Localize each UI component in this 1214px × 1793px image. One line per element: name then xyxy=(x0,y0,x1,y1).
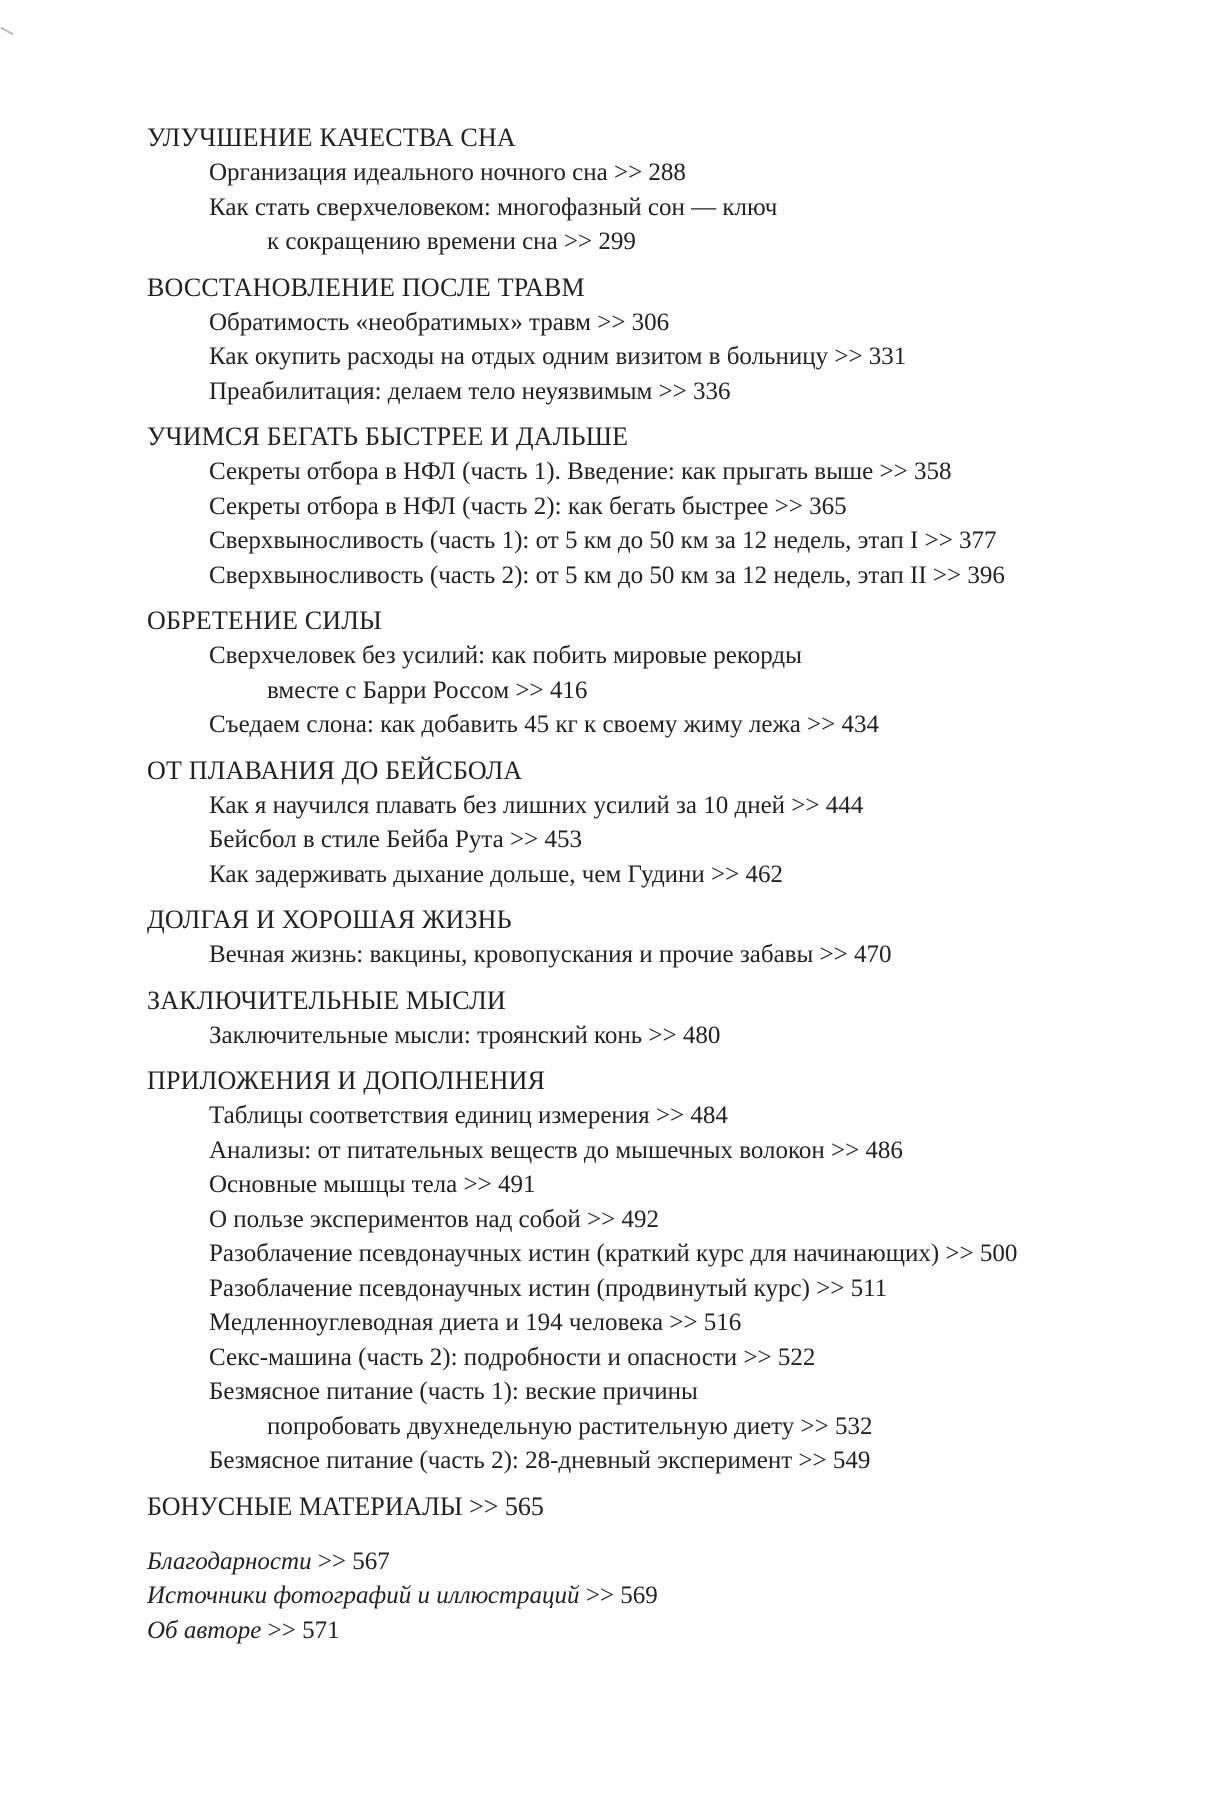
toc-section xyxy=(147,753,1187,893)
toc-entry xyxy=(209,1444,1187,1479)
toc-section xyxy=(147,1063,1187,1479)
toc-section xyxy=(147,983,1187,1054)
extra-page: >> 569 xyxy=(579,1582,658,1609)
toc-section xyxy=(147,603,1187,743)
entry-line: Разоблачение псевдонаучных истин (продвинутый курс) >> 511 xyxy=(209,1274,888,1302)
toc-entry xyxy=(209,306,1187,341)
toc-entry xyxy=(209,1134,1187,1169)
entry-line: Сверхвыносливость (часть 1): от 5 км до 50 км за 12 недель, этап I >> 377 xyxy=(209,527,997,554)
toc-entry xyxy=(209,1019,1187,1054)
entry-line: Безмясное питание (часть 1): веские причины xyxy=(209,1378,698,1405)
extra-title: Источники фотографий и иллюстраций xyxy=(147,1582,580,1609)
entry-line: Преабилитация: делаем тело неуязвимым >> 336 xyxy=(209,377,731,405)
toc-entry xyxy=(209,1099,1187,1134)
extra-page: >> 571 xyxy=(261,1616,340,1644)
entry-line: Секреты отбора в НФЛ (часть 2): как бегать быстрее >> 365 xyxy=(209,492,847,520)
toc-sections xyxy=(147,120,1187,1479)
extra-entry xyxy=(147,1545,1187,1580)
toc-entry xyxy=(209,789,1187,824)
scan-mark xyxy=(0,27,13,35)
section-heading: ПРИЛОЖЕНИЯ И ДОПОЛНЕНИЯ xyxy=(147,1066,546,1095)
bonus-entry: БОНУСНЫЕ МАТЕРИАЛЫ >> 565 xyxy=(147,1491,544,1521)
toc-entry xyxy=(209,490,1187,525)
extra-title: Благодарности xyxy=(147,1547,312,1575)
toc-entry xyxy=(209,375,1187,410)
entry-line: Таблицы соответствия единиц измерения >> 484 xyxy=(209,1102,728,1129)
entry-line: Съедаем слона: как добавить 45 кг к своему жиму лежа >> 434 xyxy=(209,711,880,738)
section-heading: ВОССТАНОВЛЕНИЕ ПОСЛЕ ТРАВМ xyxy=(147,272,585,302)
toc-entry xyxy=(209,1272,1187,1307)
entry-line: Как стать сверхчеловеком: многофазный сон — ключ xyxy=(209,193,778,221)
entry-line: О пользе экспериментов над собой >> 492 xyxy=(209,1205,659,1233)
toc-section xyxy=(147,120,1187,260)
section-heading: ДОЛГАЯ И ХОРОШАЯ ЖИЗНЬ xyxy=(147,905,512,934)
toc-entry xyxy=(209,455,1187,490)
extra-entry xyxy=(147,1579,1187,1614)
toc-entry xyxy=(209,156,1187,191)
entry-line: Организация идеального ночного сна >> 288 xyxy=(209,159,686,186)
toc-entry xyxy=(209,858,1187,893)
toc-section xyxy=(147,419,1187,593)
toc-entry xyxy=(209,708,1187,743)
toc-section xyxy=(147,902,1187,973)
entry-line: Сверхчеловек без усилий: как побить мировые рекорды xyxy=(209,642,802,669)
entry-line: Медленноуглеводная диета и 194 человека >> 516 xyxy=(209,1309,742,1336)
entry-continuation: к сокращению времени сна >> 299 xyxy=(267,228,636,255)
entry-line: Сверхвыносливость (часть 2): от 5 км до 50 км за 12 недель, этап II >> 396 xyxy=(209,561,1005,589)
toc-entry xyxy=(209,1375,1187,1444)
entry-line: Основные мышцы тела >> 491 xyxy=(209,1171,536,1198)
section-heading: УЛУЧШЕНИЕ КАЧЕСТВА СНА xyxy=(147,123,516,152)
toc-entry xyxy=(209,524,1187,559)
toc-entry xyxy=(209,1341,1187,1376)
entry-line: Секреты отбора в НФЛ (часть 1). Введение: как прыгать выше >> 358 xyxy=(209,458,952,485)
toc-entry xyxy=(209,559,1187,594)
toc-entry xyxy=(209,1306,1187,1341)
entry-continuation: вместе с Барри Россом >> 416 xyxy=(267,676,588,704)
section-heading: ЗАКЛЮЧИТЕЛЬНЫЕ МЫСЛИ xyxy=(147,985,506,1015)
toc-entry xyxy=(209,191,1187,260)
entry-line: Как задерживать дыхание дольше, чем Гудини >> 462 xyxy=(209,860,783,888)
toc-entry xyxy=(209,1237,1187,1272)
section-heading: ОТ ПЛАВАНИЯ ДО БЕЙСБОЛА xyxy=(147,755,523,785)
entry-continuation: попробовать двухнедельную растительную диету >> 532 xyxy=(267,1412,873,1440)
toc-entry xyxy=(209,1203,1187,1238)
section-heading: УЧИМСЯ БЕГАТЬ БЫСТРЕЕ И ДАЛЬШЕ xyxy=(147,422,629,451)
entry-line: Анализы: от питательных веществ до мышечных волокон >> 486 xyxy=(209,1136,903,1164)
extra-title: Об авторе xyxy=(147,1616,262,1644)
toc-entry xyxy=(209,1168,1187,1203)
entry-line: Обратимость «необратимых» травм >> 306 xyxy=(209,308,670,336)
toc-entry xyxy=(209,340,1187,375)
extra-entry xyxy=(147,1614,1187,1649)
entry-line: Разоблачение псевдонаучных истин (краткий курс для начинающих) >> 500 xyxy=(209,1240,1018,1267)
toc-entry xyxy=(209,823,1187,858)
section-heading: ОБРЕТЕНИЕ СИЛЫ xyxy=(147,606,382,635)
entry-line: Безмясное питание (часть 2): 28-дневный эксперимент >> 549 xyxy=(209,1447,871,1474)
table-of-contents xyxy=(147,120,1187,1648)
toc-entry xyxy=(209,938,1187,973)
toc-extras xyxy=(147,1545,1187,1649)
entry-line: Как окупить расходы на отдых одним визитом в больницу >> 331 xyxy=(209,343,907,370)
entry-line: Вечная жизнь: вакцины, кровопускания и прочие забавы >> 470 xyxy=(209,941,892,968)
entry-line: Заключительные мысли: троянский конь >> 480 xyxy=(209,1021,721,1049)
extra-page: >> 567 xyxy=(311,1547,390,1575)
entry-line: Секс-машина (часть 2): подробности и опасности >> 522 xyxy=(209,1343,816,1371)
entry-line: Бейсбол в стиле Бейба Рута >> 453 xyxy=(209,826,582,853)
toc-entry xyxy=(209,639,1187,708)
entry-line: Как я научился плавать без лишних усилий за 10 дней >> 444 xyxy=(209,791,864,819)
toc-section xyxy=(147,270,1187,410)
